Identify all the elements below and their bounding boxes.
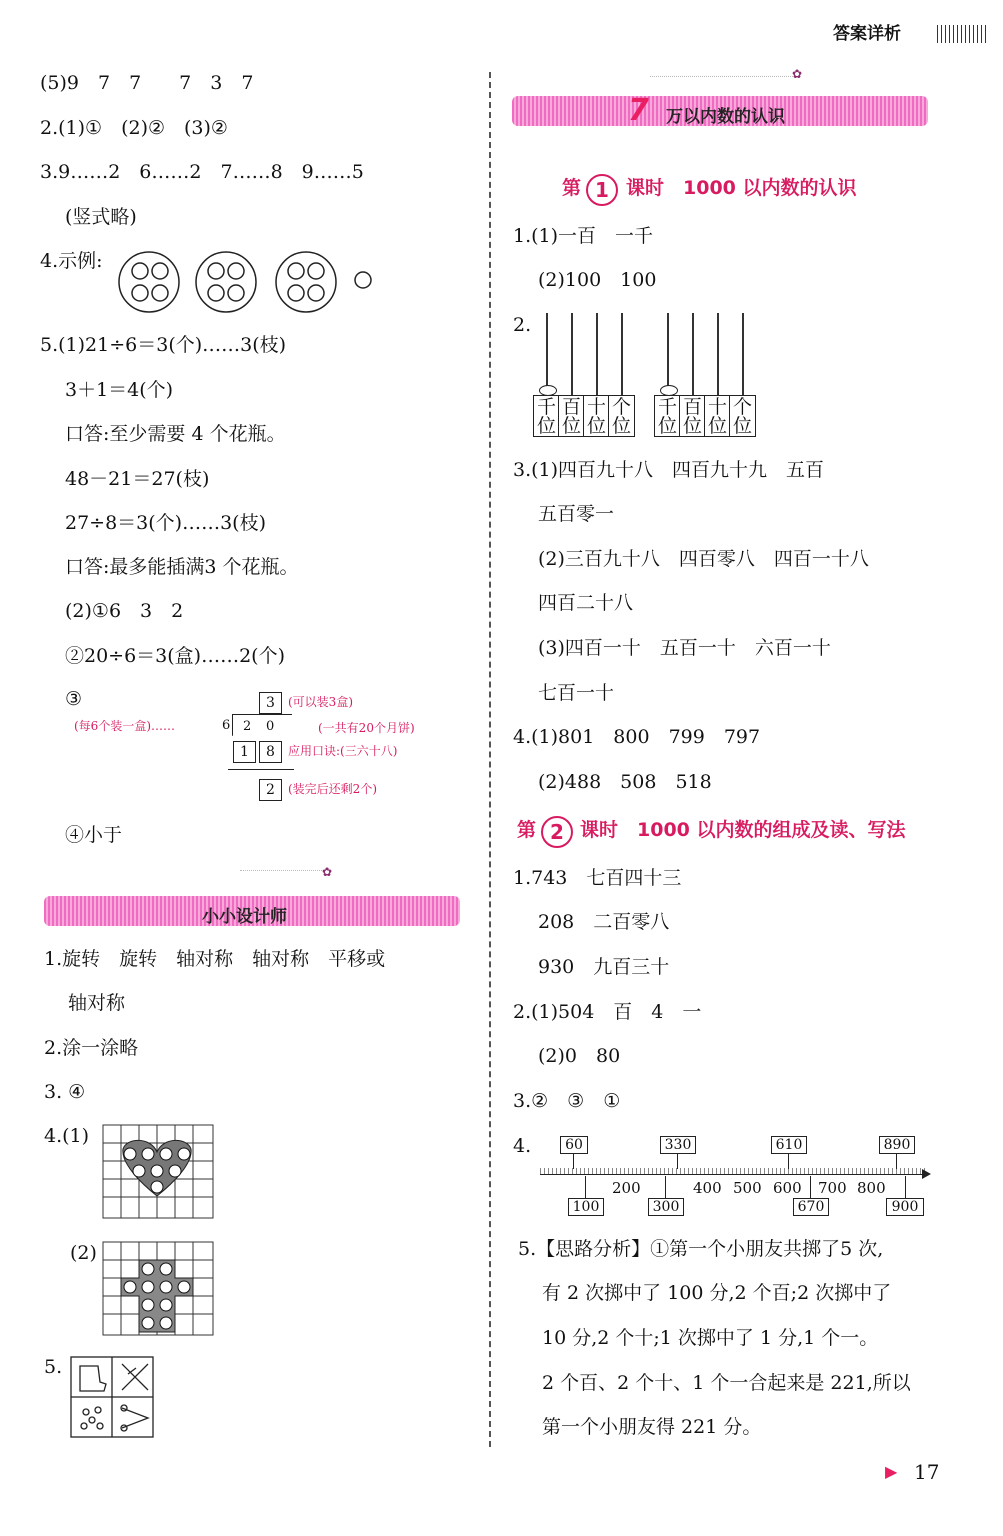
nl-tick-800: 800 bbox=[857, 1179, 886, 1197]
d3: 3. ④ bbox=[44, 1081, 86, 1103]
q5-1: 5.(1)21÷6＝3(个)……3(枝) bbox=[40, 334, 287, 356]
s5a: 5.【思路分析】①第一个小朋友共掷了5 次, bbox=[518, 1238, 884, 1260]
s1c: 930 九百三十 bbox=[538, 956, 670, 978]
grid-figure-tree bbox=[102, 1241, 216, 1339]
annot-divisor: (每6个装一盒)…… bbox=[74, 719, 175, 733]
dividend-tens: 2 bbox=[243, 719, 252, 734]
product-ones-box: 8 bbox=[259, 741, 282, 763]
lesson1-num: 1 bbox=[586, 174, 618, 206]
nl-bottom-300: 300 bbox=[648, 1198, 684, 1216]
butterfly-icon: ✿ bbox=[322, 865, 333, 879]
s5e: 第一个小朋友得 221 分。 bbox=[542, 1416, 762, 1438]
r1a: 1.(1)一百 一千 bbox=[513, 225, 654, 247]
lesson1-title: 课时 1000 以内数的认识 bbox=[626, 177, 857, 199]
nl-tick-200: 200 bbox=[612, 1179, 641, 1197]
d1b: 轴对称 bbox=[68, 992, 126, 1014]
nl-bottom-900: 900 bbox=[886, 1198, 924, 1216]
nl-bottom-670: 670 bbox=[793, 1198, 829, 1216]
r3a: 3.(1)四百九十八 四百九十九 五百 bbox=[513, 459, 825, 481]
q5-6: 口答:最多能插满3 个花瓶。 bbox=[65, 556, 299, 578]
nl-bottom-100: 100 bbox=[568, 1198, 604, 1216]
r4a: 4.(1)801 800 799 797 bbox=[513, 726, 761, 748]
r4b: (2)488 508 518 bbox=[538, 771, 712, 793]
nl-tick-700: 700 bbox=[818, 1179, 847, 1197]
product-tens-box: 1 bbox=[233, 741, 256, 763]
s2a: 2.(1)504 百 4 一 bbox=[513, 1001, 702, 1023]
r3c: (2)三百九十八 四百零八 四百一十八 bbox=[538, 548, 869, 570]
banner-chapter7 bbox=[512, 93, 928, 128]
lesson2-num: 2 bbox=[541, 816, 573, 848]
nl-top-60: 60 bbox=[560, 1136, 588, 1154]
column-divider bbox=[489, 72, 491, 1447]
chapter-number: 7 bbox=[628, 93, 649, 128]
shape-quad-figure bbox=[70, 1356, 156, 1440]
q4: 4.示例: bbox=[40, 250, 103, 272]
s3: 3.② ③ ① bbox=[513, 1090, 621, 1112]
q5-5: 27÷8＝3(个)……3(枝) bbox=[65, 512, 267, 534]
division-bracket bbox=[232, 714, 233, 736]
banner-small-designer-title: 小小设计师 bbox=[202, 907, 287, 927]
annot-product: 应用口诀:(三六十八) bbox=[288, 744, 398, 758]
d5: 5. bbox=[44, 1356, 63, 1378]
dividend-ones: 0 bbox=[266, 719, 275, 734]
abacus-2: 千 位 百 位 十 位 个 位 bbox=[654, 313, 758, 437]
page-arrow-icon: ▶ bbox=[885, 1462, 898, 1481]
banner-small-designer bbox=[44, 896, 460, 926]
banner-decoration bbox=[240, 870, 330, 871]
q5-4: 48－21＝27(枝) bbox=[65, 468, 210, 490]
nl-top-330: 330 bbox=[660, 1136, 696, 1154]
s2b: (2)0 80 bbox=[538, 1045, 621, 1067]
lesson1-pre: 第 bbox=[562, 177, 582, 199]
r1b: (2)100 100 bbox=[538, 269, 657, 291]
q5-3: 口答:至少需要 4 个花瓶。 bbox=[65, 423, 286, 445]
q5-7: (2)①6 3 2 bbox=[65, 600, 184, 622]
q5-8: ②20÷6＝3(盒)……2(个) bbox=[65, 645, 286, 667]
header-title: 答案详析 bbox=[833, 24, 901, 44]
d4: 4.(1) bbox=[44, 1125, 90, 1147]
subtract-line bbox=[228, 769, 294, 770]
q5-10: ④小于 bbox=[65, 824, 123, 846]
d1a: 1.旋转 旋转 轴对称 轴对称 平移或 bbox=[44, 948, 386, 970]
lesson2-pre: 第 bbox=[517, 819, 537, 841]
line-5-5: (5)9 7 7 7 3 7 bbox=[40, 72, 254, 94]
r2: 2. bbox=[513, 314, 532, 336]
abacus-1: 千 位 百 位 十 位 个 位 bbox=[533, 313, 637, 437]
q2: 2.(1)① (2)② (3)② bbox=[40, 117, 228, 139]
r3e: (3)四百一十 五百一十 六百一十 bbox=[538, 637, 831, 659]
annot-quotient: (可以装3盒) bbox=[288, 695, 353, 709]
quotient-box: 3 bbox=[259, 692, 282, 714]
nl-tick-500: 500 bbox=[733, 1179, 762, 1197]
annot-remainder: (装完后还剩2个) bbox=[288, 782, 377, 796]
s5d: 2 个百、2 个十、1 个一合起来是 221,所以 bbox=[542, 1372, 911, 1394]
lesson2-title: 课时 1000 以内数的组成及读、写法 bbox=[580, 819, 906, 841]
s5b: 有 2 次掷中了 100 分,2 个百;2 次掷中了 bbox=[542, 1282, 892, 1304]
divisor: 6 bbox=[222, 718, 231, 733]
r3b: 五百零一 bbox=[538, 503, 615, 525]
r3d: 四百二十八 bbox=[538, 592, 634, 614]
butterfly-icon-top: ✿ bbox=[792, 67, 803, 81]
remainder-box: 2 bbox=[259, 779, 282, 801]
annot-dividend: (一共有20个月饼) bbox=[318, 721, 415, 735]
nl-top-890: 890 bbox=[879, 1136, 915, 1154]
header-bars bbox=[937, 25, 987, 43]
chapter-title: 万以内数的认识 bbox=[666, 107, 785, 127]
s1a: 1.743 七百四十三 bbox=[513, 867, 682, 889]
q3: 3.9……2 6……2 7……8 9……5 bbox=[40, 161, 364, 183]
nl-tick-600: 600 bbox=[773, 1179, 802, 1197]
s5c: 10 分,2 个十;1 次掷中了 1 分,1 个一。 bbox=[542, 1327, 879, 1349]
s4: 4. bbox=[513, 1135, 532, 1157]
banner-decoration-top bbox=[650, 76, 795, 77]
q5-2: 3＋1＝4(个) bbox=[65, 379, 174, 401]
grid-figure-heart bbox=[102, 1124, 216, 1222]
s1b: 208 二百零八 bbox=[538, 911, 670, 933]
nl-tick-400: 400 bbox=[693, 1179, 722, 1197]
d2: 2.涂一涂略 bbox=[44, 1037, 139, 1059]
nl-top-610: 610 bbox=[771, 1136, 807, 1154]
circle-grouping-figure bbox=[110, 248, 380, 318]
d4b: (2) bbox=[70, 1242, 97, 1264]
division-bar bbox=[232, 714, 292, 715]
q5-9: ③ bbox=[65, 688, 83, 710]
q3-note: (竖式略) bbox=[65, 206, 137, 228]
r3f: 七百一十 bbox=[538, 682, 615, 704]
number-line bbox=[540, 1132, 932, 1218]
page-number: 17 bbox=[914, 1460, 940, 1484]
